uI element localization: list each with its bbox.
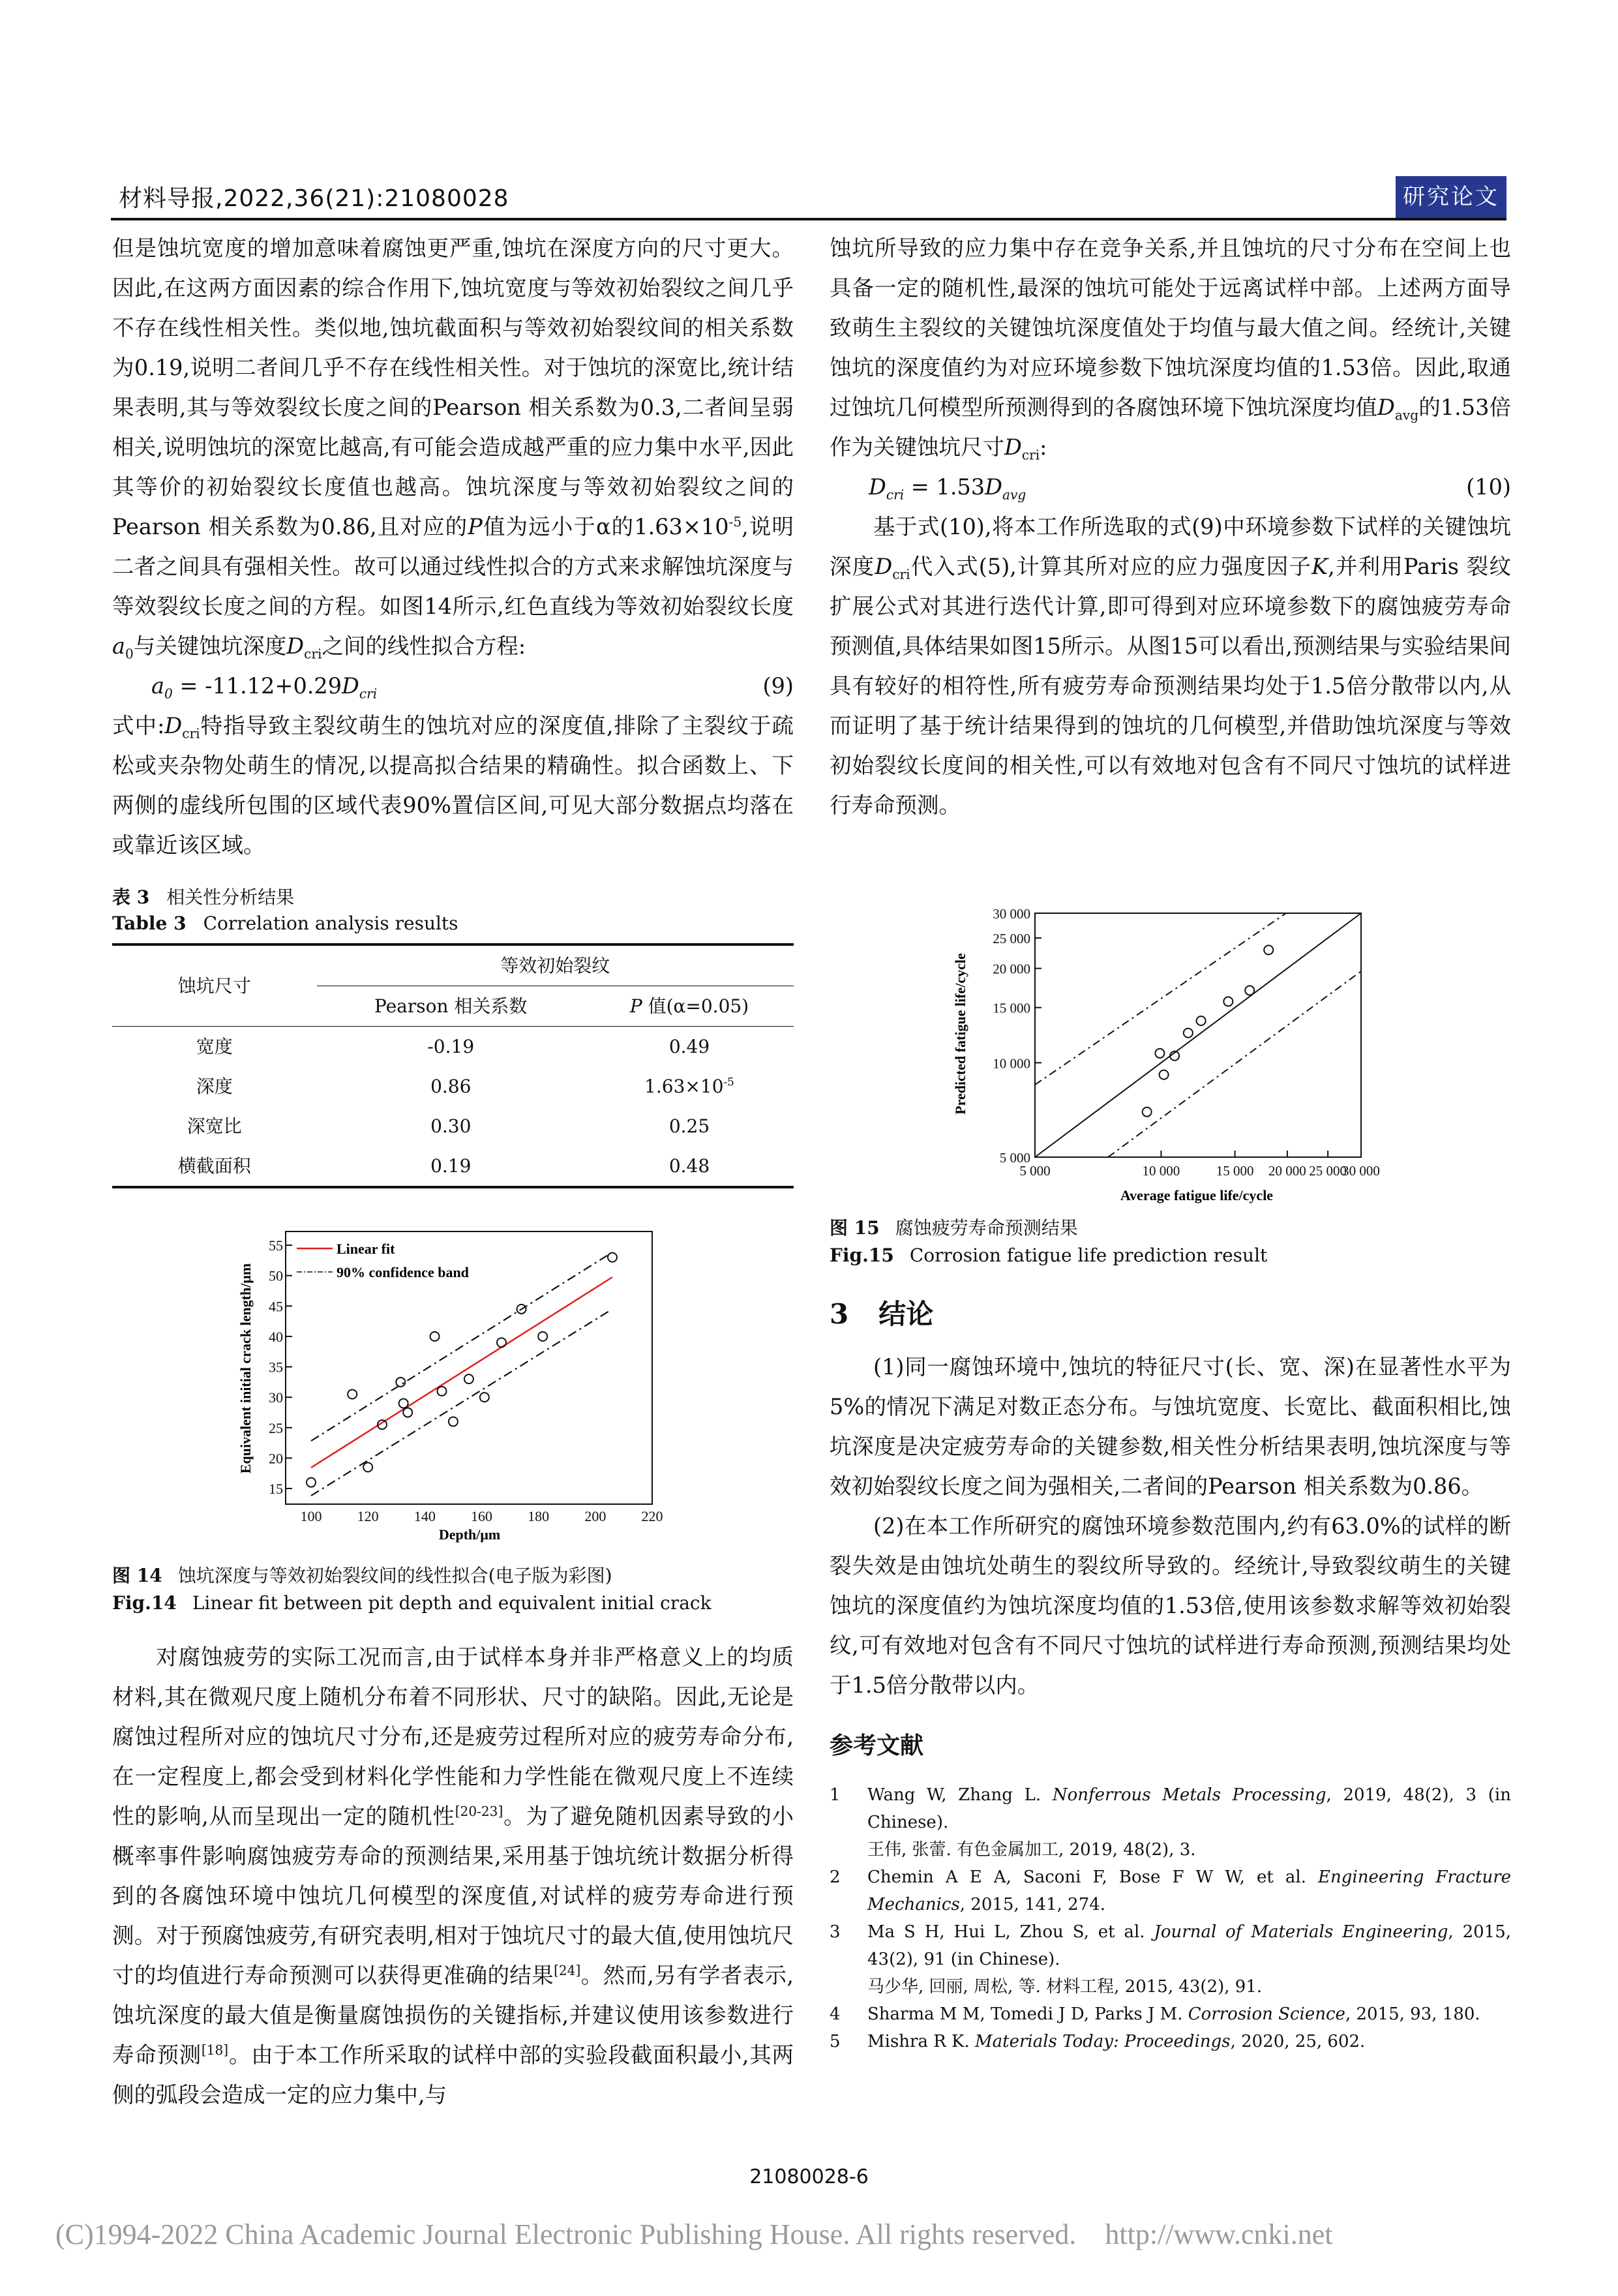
reference-item bbox=[830, 2028, 1511, 2055]
y-tick-label: 55 bbox=[269, 1237, 283, 1254]
figure-14-caption bbox=[112, 1562, 794, 1617]
table-caption-cn: 表 3 相关性分析结果 bbox=[112, 886, 295, 908]
x-tick-label: 220 bbox=[641, 1508, 663, 1524]
data-point bbox=[1223, 997, 1233, 1006]
x-tick-label: 120 bbox=[357, 1508, 379, 1524]
col-header-pearson: Pearson 相关系数 bbox=[317, 986, 585, 1027]
figure-caption-cn: 图 15 腐蚀疲劳寿命预测结果 bbox=[830, 1217, 1078, 1239]
figure-caption-en: Fig.15 Corrosion fatigue life prediction result bbox=[830, 1245, 1268, 1266]
y-tick-label: 30 bbox=[269, 1389, 283, 1406]
x-tick-label: 30 000 bbox=[1342, 1163, 1380, 1179]
reference-item bbox=[830, 2001, 1511, 2028]
reference-number: 2 bbox=[830, 1867, 841, 1887]
data-point bbox=[449, 1417, 458, 1426]
y-tick-label: 25 bbox=[269, 1419, 283, 1436]
data-point bbox=[403, 1408, 412, 1417]
data-point bbox=[1264, 945, 1273, 954]
left-column-lower bbox=[112, 1637, 794, 2115]
y-tick-label: 25 000 bbox=[993, 931, 1030, 947]
x-tick-label: 100 bbox=[300, 1508, 322, 1524]
x-axis-label: Average fatigue life/cycle bbox=[1120, 1187, 1274, 1203]
reference-text: Chemin A E A, Saconi F, Bose F W W, et al. Engineering Fracture Mechanics, 2015, 141, 274. bbox=[867, 1867, 1512, 1914]
reference-item bbox=[830, 1864, 1511, 1918]
data-point bbox=[437, 1387, 446, 1396]
y-axis-label: Predicted fatigue life/cycle bbox=[952, 953, 968, 1115]
equation-number: (10) bbox=[1466, 474, 1511, 500]
references-heading: 参考文献 bbox=[830, 1732, 924, 1759]
right-column bbox=[830, 228, 1511, 825]
paragraph-prediction: 基于式(10),将本工作所选取的式(9)中环境参数下试样的关键蚀坑深度$D_{cri}$代入式(5),计算其所对应的应力强度因子K,并利用Paris 裂纹扩展公式对其进行迭代计算,即可得到对应环境参数下的腐蚀疲劳寿命预测值,具体结果如图15所示。从图15可以看出,预测结果与实验结果间具有较好的相符性,所有疲劳寿命预测结果均处于1.5倍分散带以内,从而证明了基于统计结果得到的蚀坑的几何模型,并借助蚀坑深度与等效初始裂纹长度间的相关性,可以有效地对包含有不同尺寸蚀坑的试样进行寿命预测。 bbox=[830, 514, 1511, 818]
x-tick-label: 200 bbox=[584, 1508, 607, 1524]
x-tick-label: 15 000 bbox=[1216, 1163, 1254, 1179]
y-tick-label: 45 bbox=[269, 1298, 283, 1315]
reference-text: Sharma M M, Tomedi J D, Parks J M. Corrosion Science, 2015, 93, 180. bbox=[867, 2004, 1480, 2024]
table-row: 横截面积 0.19 0.48 bbox=[112, 1146, 794, 1187]
paragraph-dcri-definition: 式中$:D_{cri}$特指导致主裂纹萌生的蚀坑对应的深度值,排除了主裂纹于疏松或夹杂物处萌生的情况,以提高拟合结果的精确性。拟合函数上、下两侧的虚线所包围的区域代表90%置信区间,可见大部分数据点均落在或靠近该区域。 bbox=[112, 713, 794, 858]
table-row: 宽度 -0.19 0.49 bbox=[196, 1036, 710, 1057]
page-number: 21080028-6 bbox=[749, 2166, 869, 2188]
data-point bbox=[497, 1338, 506, 1347]
data-point bbox=[307, 1478, 316, 1487]
figure-caption-cn: 图 14 蚀坑深度与等效初始裂纹间的线性拟合(电子版为彩图) bbox=[112, 1565, 612, 1586]
figure-15-caption bbox=[830, 1215, 1511, 1269]
data-point bbox=[538, 1332, 547, 1341]
data-point bbox=[348, 1389, 357, 1398]
article-type-badge: 研究论文 bbox=[1396, 176, 1506, 218]
citation-24[interactable]: [24] bbox=[554, 1962, 581, 1978]
col-header-p-value: P 值(α=0.05) bbox=[585, 986, 794, 1027]
data-point bbox=[396, 1378, 405, 1387]
paragraph-critical-pit: 蚀坑所导致的应力集中存在竞争关系,并且蚀坑的尺寸分布在空间上也具备一定的随机性,最深的蚀坑可能处于远离试样中部。上述两方面导致萌生主裂纹的关键蚀坑深度值处于均值与最大值之间。经统计,关键蚀坑的深度值约为对应环境参数下蚀坑深度均值的1.53倍。因此,取通过蚀坑几何模型所预测得到的各腐蚀环境下蚀坑深度均值$D_{avg}$的1.53倍作为关键蚀坑尺寸$D_{cri}$: bbox=[830, 235, 1512, 463]
header-rule bbox=[111, 218, 1506, 220]
y-tick-label: 20 bbox=[269, 1450, 283, 1467]
left-column bbox=[112, 228, 794, 1188]
data-point bbox=[1155, 1049, 1164, 1058]
legend-linear-fit: Linear fit bbox=[337, 1241, 395, 1257]
data-point bbox=[1143, 1108, 1152, 1117]
reference-item bbox=[830, 1918, 1511, 2001]
reference-list bbox=[830, 1781, 1511, 2055]
reference-number: 3 bbox=[830, 1922, 841, 1942]
data-point bbox=[608, 1253, 617, 1262]
table-row: 深度 0.86 $1.63\times 10^{-5}$ bbox=[196, 1075, 734, 1097]
paragraph-correlation: 但是蚀坑宽度的增加意味着腐蚀更严重,蚀坑在深度方向的尺寸更大。因此,在这两方面因素的综合作用下,蚀坑宽度与等效初始裂纹之间几乎不存在线性相关性。类似地,蚀坑截面积与等效初始裂纹间的相关系数为0.19,说明二者间几乎不存在线性相关性。对于蚀坑的深宽比,统计结果表明,其与等效裂纹长度之间的Pearson 相关系数为0.3,二者间呈弱相关,说明蚀坑的深宽比越高,有可能会造成越严重的应力集中水平,因此其等价的初始裂纹长度值也越高。蚀坑深度与等效初始裂纹之间的Pearson 相关系数为0.86,且对应的P值为远小于α的$1.63\times 10^{-5}$,说明二者之间具有强相关性。故可以通过线性拟合的方式来求解蚀坑深度与等效裂纹长度之间的方程。如图14所示,红色直线为等效初始裂纹长度$a_0$与关键蚀坑深度$D_{cri}$之间的线性拟合方程: bbox=[112, 235, 794, 662]
x-tick-label: 180 bbox=[528, 1508, 550, 1524]
correlation-table bbox=[112, 943, 794, 1188]
x-tick-label: 25 000 bbox=[1309, 1163, 1347, 1179]
figure-15-chart bbox=[926, 894, 1409, 1213]
data-point bbox=[430, 1332, 440, 1341]
col-header-pit-size: 蚀坑尺寸 bbox=[112, 944, 317, 1027]
y-tick-label: 35 bbox=[269, 1359, 283, 1376]
data-point bbox=[1160, 1070, 1169, 1080]
x-tick-label: 160 bbox=[471, 1508, 492, 1524]
col-group-header: 等效初始裂纹 bbox=[317, 944, 794, 986]
equation-9: $a_0 = -11.12+0.29D_{cri}$ (9) bbox=[112, 666, 794, 706]
x-tick-label: 5 000 bbox=[1019, 1163, 1051, 1179]
data-point bbox=[464, 1374, 473, 1383]
table-row: 深宽比 0.30 0.25 bbox=[187, 1115, 710, 1137]
data-point bbox=[363, 1462, 372, 1472]
reference-number: 1 bbox=[830, 1785, 841, 1805]
y-tick-label: 15 000 bbox=[993, 1000, 1030, 1016]
x-tick-label: 140 bbox=[413, 1508, 436, 1524]
x-tick-label: 10 000 bbox=[1142, 1163, 1180, 1179]
y-tick-label: 50 bbox=[269, 1267, 283, 1284]
data-point bbox=[480, 1393, 489, 1402]
journal-citation: 材料导报,2022,36(21):21080028 bbox=[119, 185, 509, 212]
running-header bbox=[111, 163, 1506, 215]
citation-18[interactable]: [18] bbox=[201, 2042, 229, 2058]
copyright-notice: (C)1994-2022 China Academic Journal Electronic Publishing House. All rights reserved. http://www.cnki.net bbox=[55, 2218, 1333, 2250]
y-tick-label: 15 bbox=[269, 1481, 283, 1497]
reference-text: Wang W, Zhang L. Nonferrous Metals Processing, 2019, 48(2), 3 (in Chinese). 王伟, 张蕾. 有色金属加工, 2019, 48(2), 3. bbox=[867, 1785, 1511, 1860]
reference-text: Mishra R K. Materials Today: Proceedings, 2020, 25, 602. bbox=[867, 2032, 1366, 2051]
right-column-lower bbox=[830, 1295, 1511, 2055]
reference-number: 5 bbox=[830, 2032, 841, 2051]
figure-caption-en: Fig.14 Linear fit between pit depth and equivalent initial crack bbox=[112, 1592, 712, 1614]
life-prediction-plot bbox=[926, 894, 1409, 1213]
reference-item bbox=[830, 1781, 1511, 1864]
data-point bbox=[1197, 1016, 1206, 1025]
data-point bbox=[1184, 1029, 1193, 1038]
y-tick-label: 40 bbox=[269, 1328, 283, 1345]
section-heading-conclusion: 3 结论 bbox=[830, 1298, 934, 1330]
table-caption-en: Table 3 Correlation analysis results bbox=[112, 913, 458, 934]
legend-confidence-band: 90% confidence band bbox=[337, 1264, 469, 1280]
figure-14-chart bbox=[228, 1220, 685, 1552]
reference-text: Ma S H, Hui L, Zhou S, et al. Journal of Materials Engineering, 2015, 43(2), 91 (in Chinese). 马少华, 回丽, 周松, 等. 材料工程, 2015, 43(2), 91. bbox=[867, 1922, 1512, 1997]
linear-fit-plot bbox=[228, 1220, 685, 1552]
paragraph-randomness: 对腐蚀疲劳的实际工况而言,由于试样本身并非严格意义上的均质材料,其在微观尺度上随机分布着不同形状、尺寸的缺陷。因此,无论是腐蚀过程所对应的蚀坑尺寸分布,还是疲劳过程所对应的疲劳寿命分布,在一定程度上,都会受到材料化学性能和力学性能在微观尺度上不连续性的影响,从而呈现出一定的随机性[20-23]。为了避免随机因素导致的小概率事件影响腐蚀疲劳寿命的预测结果,采用基于蚀坑统计数据分析得到的各腐蚀环境中蚀坑几何模型的深度值,对试样的疲劳寿命进行预测。对于预腐蚀疲劳,有研究表明,相对于蚀坑尺寸的最大值,使用蚀坑尺寸的均值进行寿命预测可以获得更准确的结果[24]。然而,另有学者表示,蚀坑深度的最大值是衡量腐蚀损伤的关键指标,并建议使用该参数进行寿命预测[18]。由于本工作所采取的试样中部的实验段截面积最小,其两侧的弧段会造成一定的应力集中,与 bbox=[112, 1644, 794, 2107]
x-tick-label: 20 000 bbox=[1268, 1163, 1306, 1179]
y-tick-label: 30 000 bbox=[993, 906, 1030, 922]
equation-10: $D_{cri} = 1.53D_{avg}$ (10) bbox=[830, 467, 1511, 507]
conclusion-2: (2)在本工作所研究的腐蚀环境参数范围内,约有63.0%的试样的断裂失效是由蚀坑处萌生的裂纹所导致的。经统计,导致裂纹萌生的关键蚀坑的深度值约为蚀坑深度均值的1.53倍,使用该参数求解等效初始裂纹,可有效地对包含有不同尺寸蚀坑的试样进行寿命预测,预测结果均处于1.5倍分散带以内。 bbox=[830, 1513, 1511, 1698]
x-axis-label: Depth/μm bbox=[438, 1526, 501, 1543]
conclusion-1: (1)同一腐蚀环境中,蚀坑的特征尺寸(长、宽、深)在显著性水平为5%的情况下满足对数正态分布。与蚀坑宽度、长宽比、截面积相比,蚀坑深度是决定疲劳寿命的关键参数,相关性分析结果表明,蚀坑深度与等效初始裂纹长度之间为强相关,二者间的Pearson 相关系数为0.86。 bbox=[830, 1354, 1511, 1499]
y-tick-label: 10 000 bbox=[993, 1055, 1030, 1072]
table-3 bbox=[112, 884, 794, 1188]
reference-number: 4 bbox=[830, 2004, 841, 2024]
data-point bbox=[399, 1398, 408, 1408]
citation-20-23[interactable]: [20-23] bbox=[455, 1803, 503, 1819]
y-tick-label: 20 000 bbox=[993, 961, 1030, 977]
y-tick-label: 5 000 bbox=[999, 1150, 1030, 1166]
data-point bbox=[1245, 986, 1254, 995]
y-axis-label: Equivalent initial crack length/μm bbox=[237, 1263, 254, 1474]
equation-number: (9) bbox=[762, 673, 794, 699]
